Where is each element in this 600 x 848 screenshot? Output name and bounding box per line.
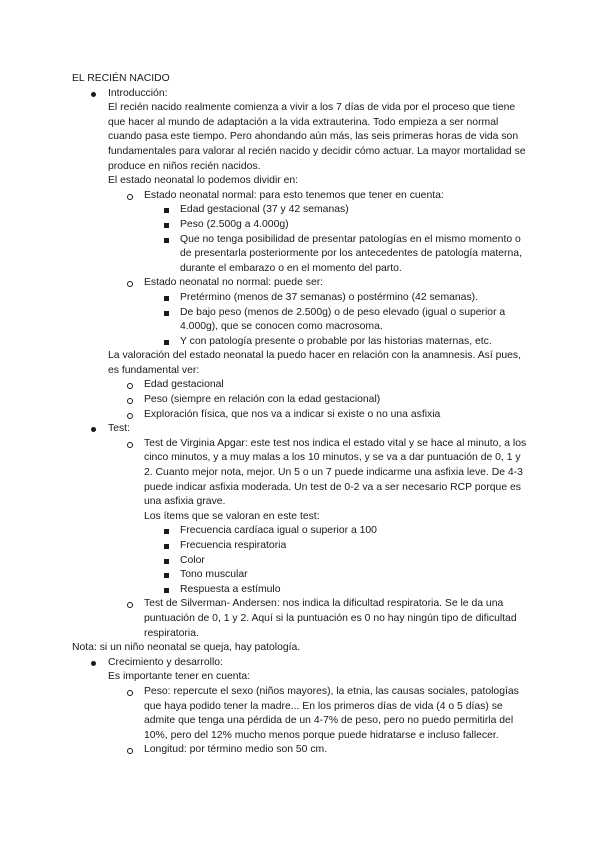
list-item — [144, 306, 532, 335]
item-text: Que no tenga posibilidad de presentar patologías en el mismo momento o de presentarla posteriormente por los antecedentes de patología materna, durante el embarazo o en el momento del parto. — [180, 233, 522, 274]
item-text: Peso (siempre en relación con la edad gestacional) — [144, 394, 381, 406]
list-item — [144, 554, 532, 569]
item-text: Edad gestacional — [144, 379, 224, 391]
bullet-square — [164, 306, 169, 322]
list-item — [108, 408, 532, 423]
bullet-circle — [127, 437, 133, 454]
list-item — [108, 393, 532, 408]
document-title: EL RECIÉN NACIDO — [72, 73, 170, 84]
item-text: Respuesta a estímulo — [180, 583, 281, 595]
test-list — [108, 437, 532, 641]
crecimiento-list — [108, 685, 532, 758]
section-test — [72, 422, 532, 656]
list-item — [144, 335, 532, 350]
bullet-square — [164, 291, 169, 307]
list-item — [108, 685, 532, 743]
item-text: Color — [180, 554, 205, 566]
estado-no-normal-label: Estado neonatal no normal: puede ser: — [144, 277, 324, 289]
bullet-square — [164, 583, 169, 599]
list-item — [144, 218, 532, 233]
item-text: Longitud: por término medio son 50 cm. — [144, 744, 328, 756]
bullet-circle — [127, 189, 133, 206]
intro-divide: El estado neonatal lo podemos dividir en: — [108, 175, 299, 187]
item-text: Tono muscular — [180, 569, 248, 581]
item-text: Frecuencia cardíaca igual o superior a 100 — [180, 525, 377, 537]
section-heading: Crecimiento y desarrollo: — [108, 656, 223, 668]
crecimiento-intro: Es importante tener en cuenta: — [108, 671, 251, 683]
list-item — [144, 291, 532, 306]
nota-text: Nota: si un niño neonatal se queja, hay patología. — [72, 642, 301, 654]
bullet-circle — [127, 685, 133, 702]
bullet-circle — [127, 597, 133, 614]
list-item — [144, 203, 532, 218]
intro-paragraph: El recién nacido realmente comienza a vivir a los 7 días de vida por el proceso que tiene que hacer al mundo de adaptación a la vida extrauterina. Todo empieza a ser normal cuando pasa este tiempo. Pero ahondando aún más, las seis primeras horas de vida son fundamentales para valorar al recién nacido y decidir cómo actuar. La mayor mortalidad se produce en niños recién nacidos. — [108, 102, 526, 172]
test-silverman — [108, 597, 532, 641]
list-item — [144, 568, 532, 583]
list-item — [144, 233, 532, 277]
item-text: Exploración física, que nos va a indicar si existe o no una asfixia — [144, 408, 441, 420]
list-item — [144, 583, 532, 598]
bullet-disc — [91, 87, 96, 103]
bullet-square — [164, 539, 169, 555]
bullet-square — [164, 203, 169, 219]
bullet-disc — [91, 656, 96, 672]
item-text: De bajo peso (menos de 2.500g) o de peso elevado (igual o superior a 4.000g), que se conocen como macrosoma. — [180, 306, 506, 333]
item-text: Pretérmino (menos de 37 semanas) o postérmino (42 semanas). — [180, 291, 479, 303]
section-crecimiento — [72, 656, 532, 758]
bullet-disc — [91, 422, 96, 438]
list-item — [108, 378, 532, 393]
estado-normal-label: Estado neonatal normal: para esto tenemos que tener en cuenta: — [144, 189, 444, 201]
bullet-circle — [127, 276, 133, 293]
bullet-square — [164, 554, 169, 570]
item-text: Edad gestacional (37 y 42 semanas) — [180, 204, 349, 216]
section-heading: Test: — [108, 423, 130, 435]
bullet-square — [164, 233, 169, 249]
item-text: Peso: repercute el sexo (niños mayores), la etnia, las causas sociales, patologías que haya podido tener la madre... En los primeros días de vida (4 o 5 días) se admite que tenga una pérdida de un 4-7% de peso, pero no puedo permitirla del 10%, pero del 12% mucho menos porque puede hidratarse e incluso fallecer. — [144, 685, 519, 741]
silverman-text: Test de Silverman- Andersen: nos indica la dificultad respiratoria. Se le da una puntuación de 0, 1 y 2. Aquí si la puntuación es 0 no hay ningún tipo de dificultad respiratoria. — [144, 598, 517, 639]
bullet-square — [164, 568, 169, 584]
apgar-items-label: Los ítems que se valoran en este test: — [144, 510, 320, 522]
list-item — [108, 743, 532, 758]
estado-no-normal — [108, 276, 532, 349]
bullet-square — [164, 335, 169, 351]
apgar-text: Test de Virginia Apgar: este test nos indica el estado vital y se hace al minuto, a los cinco minutos, y a muy malas a los 10 minutos, y se va a dar puntuación de 0, 1 y 2. Cuanto mejor nota, mejor. Un 5 o un 7 puede indicarme una asfixia leve. De 4-3 puede indicar asfixia moderada. Un test de 0-2 va a ser necesario RCP porque es una asfixia grave. — [144, 437, 527, 508]
item-text: Frecuencia respiratoria — [180, 540, 287, 551]
list-item — [144, 524, 532, 539]
estado-no-normal-items — [144, 291, 532, 349]
document-page — [72, 72, 532, 758]
test-apgar — [108, 437, 532, 598]
apgar-items — [144, 524, 532, 597]
estado-list — [108, 189, 532, 350]
bullet-square — [164, 218, 169, 234]
main-list — [72, 87, 532, 758]
bullet-square — [164, 524, 169, 540]
estado-normal-items — [144, 203, 532, 276]
valoracion-list — [108, 378, 532, 422]
bullet-circle — [127, 743, 133, 760]
section-heading: Introducción: — [108, 87, 168, 99]
estado-normal — [108, 189, 532, 277]
section-introduccion — [72, 87, 532, 423]
item-text: Y con patología presente o probable por las historias maternas, etc. — [180, 335, 492, 347]
item-text: Peso (2.500g a 4.000g) — [180, 218, 289, 230]
valoracion-paragraph: La valoración del estado neonatal la puedo hacer en relación con la anamnesis. Así pues, es fundamental ver: — [108, 350, 522, 376]
list-item — [144, 539, 532, 554]
